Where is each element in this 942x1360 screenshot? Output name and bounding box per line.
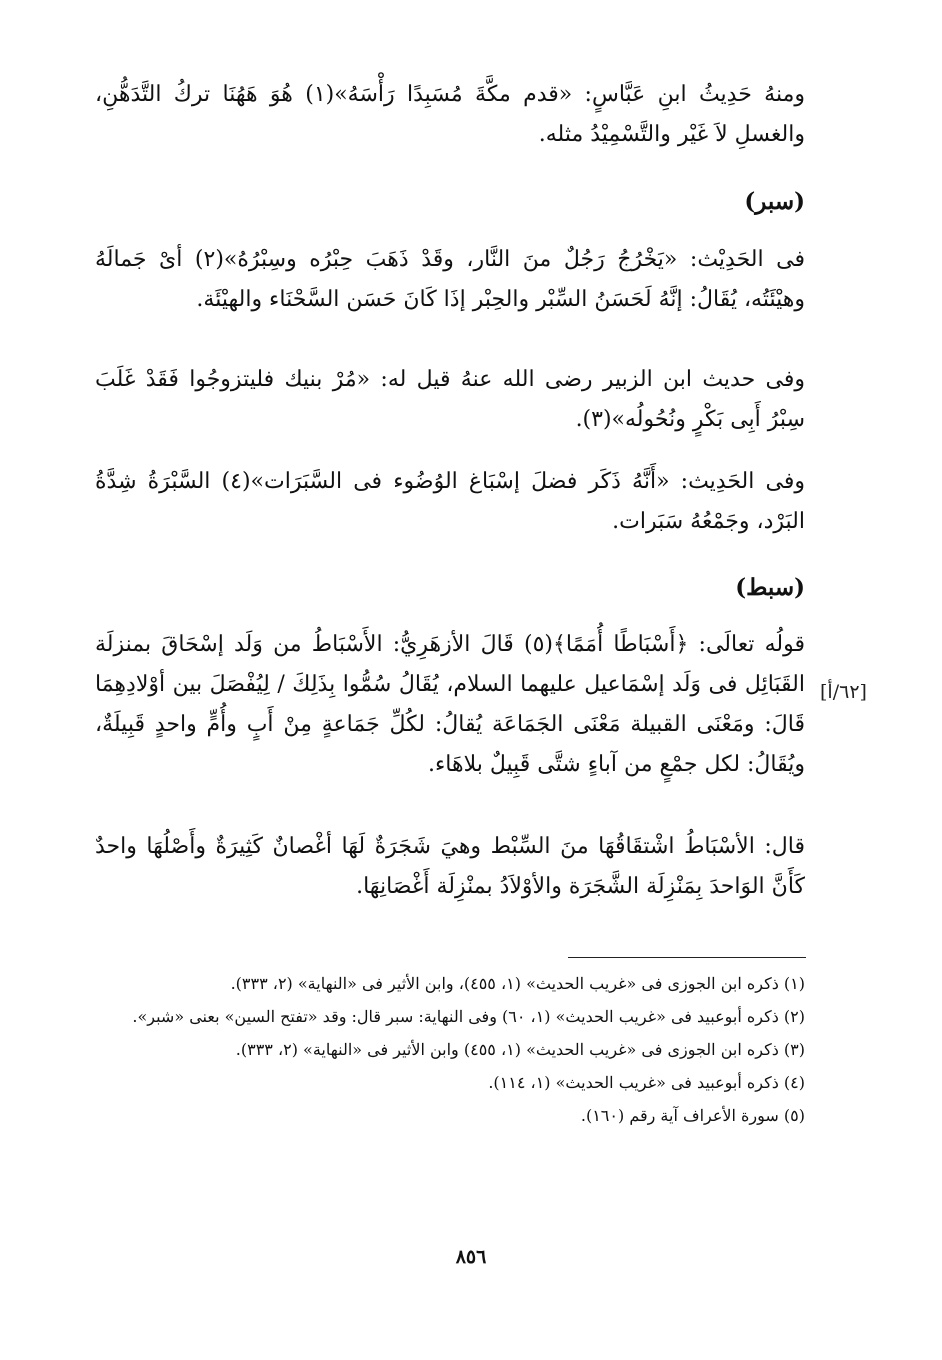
- paragraph-asbat: قولُه تعالَى: ﴿أَسْبَاطًا أُمَمًا﴾(٥) قَالَ الأزهَرِيُّ: الأَسْبَاطُ من وَلَد إسْحَاقَ بمنزلَة القَبَائِل فى وَلَد إسْمَاعيل عليهما السلام، يُقَالُ سُمُّوا بِذَلِكَ / لِيُفْصَلَ بين أوْلادِهِمَا قَالَ: ومَعْنَى القبيلة مَعْنَى الجَمَاعَة يُقالُ: لكُلِّ جَمَاعةٍ مِنْ أَبٍ وأُمٍّ واحدٍ قَبِيلَةٌ، ويُقَالُ: لكل جمْعٍ من آباءٍ شتَّى قَبِيلٌ بلاهَاء.: [95, 632, 805, 777]
- page-number: ٨٥٦: [455, 1246, 487, 1268]
- paragraph-ibn-abbas: ومنهُ حَدِيثُ ابنِ عَبَّاسٍ: «قدم مكَّةَ مُسَبِدًا رَأْسَهُ»(١) هُوَ هَهُنَا تركُ التَّدَهُّنِ، والغسلِ لاَ غَيْر والتَّسْمِيْدُ مثله.: [95, 82, 805, 147]
- paragraph-ibn-zubayr: وفى حديث ابن الزبير رضى الله عنهُ قيل له: «مُرْ بنيك فليتزوجُوا فَقَدْ غَلَبَ سِبْرُ أَبِى بَكْرٍ ونُحُولُه»(٣).: [95, 367, 805, 432]
- footnote-3: (٣) ذكره ابن الجوزى فى «غريب الحديث» (١، ٤٥٥) وابن الأثير فى «النهاية» (٢، ٣٣٣).: [235, 1040, 805, 1059]
- paragraph-hadith-sabr: فى الحَدِيْث: «يَخْرُجُ رَجُلٌ منَ النَّار، وقَدْ ذَهَبَ حِبْرُه وسِبْرُهُ»(٢) أىْ جَمالَهُ وهيْئَتُه، يُقَالُ: إنَّهُ لَحَسَنُ السِّبْر والحِبْر إذَا كَانَ حَسَن السَّحْنَاء والهيْئَة.: [95, 247, 805, 312]
- footnote-1: (١) ذكره ابن الجوزى فى «غريب الحديث» (١، ٤٥٥)، وابن الأثير فى «النهاية» (٢، ٣٣٣).: [230, 974, 805, 993]
- folio-marker: [٦٢/أ]: [820, 681, 867, 703]
- paragraph-asbat-derivation: قال: الأسْبَاطُ اشْتقَاقُهَا منَ السِّبْط وهيَ شَجَرَةٌ لَهَا أغْصانٌ كَثِيرَةٌ وأَصْلُهَا واحدٌ كَأَنَّ الوَاحدَ بِمَنْزِلَة الشَّجَرَة والأوْلاَدُ بمنْزِلَة أَغْصَانِهَا.: [95, 834, 805, 899]
- paragraph-sabarat: وفى الحَدِيث: «أَنَّهُ ذَكَر فضلَ إسْبَاغ الوُضُوء فى السَّبَرَات»(٤) السَّبْرَةُ شِدَّةُ البَرْد، وجَمْعُهُ سَبَرات.: [95, 469, 805, 534]
- footnote-4: (٤) ذكره أبوعبيد فى «غريب الحديث» (١، ١١٤).: [488, 1073, 805, 1092]
- footnote-separator: [568, 957, 806, 958]
- footnote-2: (٢) ذكره أبوعبيد فى «غريب الحديث» (١، ٦٠) وفى النهاية: سبر قال: وقد «تفتح السين» بعنى «شبر».: [132, 1007, 805, 1026]
- footnotes: [95, 970, 805, 1135]
- heading-sabr: (سبر): [744, 188, 805, 215]
- footnote-5: (٥) سورة الأعراف آية رقم (١٦٠).: [580, 1106, 805, 1125]
- heading-sabt: (سبط): [735, 574, 805, 601]
